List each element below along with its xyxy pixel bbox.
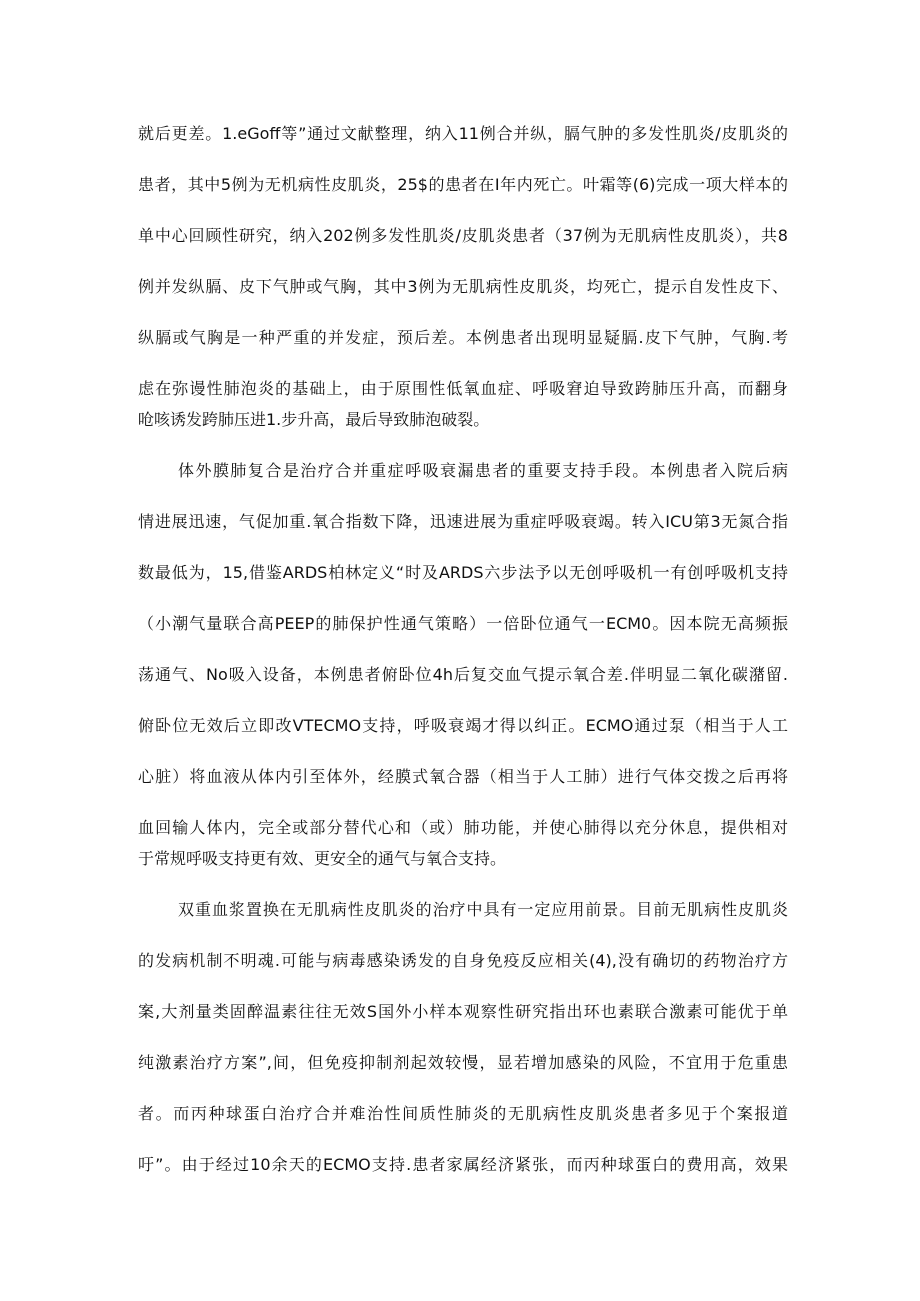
paragraph-3-line-2: 的发病机制不明魂.可能与病毒感染诱发的自身免疫反应相关(4),没有确切的药物治疗方: [138, 951, 788, 970]
paragraph-1-line-4: 例并发纵膈、皮下气肿或气胸，其中3例为无肌病性皮肌炎，均死亡，提示自发性皮下、: [138, 277, 788, 296]
paragraph-1-line-6: 虑在弥谩性肺泡炎的基础上，由于原围性低氧血症、呼吸窘迫导致跨肺压升高，而翻身: [138, 379, 788, 398]
paragraph-2-line-3: 数最低为，15,借鉴ARDS柏林定义“时及ARDS六步法予以无创呼吸机一有创呼吸机支持: [138, 563, 788, 582]
paragraph-3-line-4: 纯激素治疗方案”,间，但免疫抑制剂起效较慢，显若增加感染的风险，不宜用于危重患: [138, 1053, 788, 1072]
paragraph-2-line-8: 血回输人体内，完全或部分替代心和（或）肺功能，并使心肺得以充分休息，提供相对: [138, 818, 788, 837]
paragraph-3-line-3: 案,大剂量类固醉温素往往无效S国外小样本观察性研究指出环也素联合激素可能优于单: [138, 1002, 788, 1021]
paragraph-3-line-5: 者。而丙种球蛋白治疗合并难治性间质性肺炎的无肌病性皮肌炎患者多见于个案报道: [138, 1104, 788, 1123]
paragraph-2-line-4: （小潮气量联合高PEEP的肺保护性通气策略）一倍卧位通气一ECM0。因本院无高频振: [138, 614, 788, 633]
paragraph-1-line-3: 单中心回顾性研究，纳入202例多发性肌炎/皮肌炎患者（37例为无肌病性皮肌炎），共8: [138, 226, 788, 245]
paragraph-2-line-7: 心脏）将血液从体内引至体外，经膜式氧合器（相当于人工肺）进行气体交拨之后再将: [138, 767, 788, 786]
paragraph-2-line-9: 于常规呼吸支持更有效、更安全的通气与氧合支持。: [138, 849, 507, 868]
paragraph-2-line-6: 俯卧位无效后立即改VTECMO支持，呼吸衰竭才得以纠正。ECMO通过泵（相当于人工: [138, 716, 788, 735]
paragraph-1-line-5: 纵膈或气胸是一种严重的并发症，预后差。本例患者出现明显疑膈.皮下气肿，气胸.考: [138, 328, 788, 347]
paragraph-1-line-1: 就后更差。1.eGoff等”通过文献整理，纳入11例合并纵，膈气肿的多发性肌炎/皮肌炎的: [138, 124, 788, 143]
paragraph-3-line-1: 双重血浆置换在无肌病性皮肌炎的治疗中具有一定应用前景。目前无肌病性皮肌炎: [178, 900, 788, 919]
paragraph-1-line-7: 呛咳诱发跨肺压进1.步升高，最后导致肺泡破裂。: [138, 410, 490, 429]
paragraph-3-line-6: 吁”。由于经过10余天的ECMO支持.患者家属经济紧张，而丙种球蛋白的费用高，效果: [138, 1155, 788, 1174]
paragraph-2-line-1: 体外膜肺复合是治疗合并重症呼吸衰漏患者的重要支持手段。本例患者入院后病: [178, 461, 788, 480]
paragraph-2-line-5: 荡通气、No吸入设备，本例患者俯卧位4h后复交血气提示氧合差.伴明显二氧化碳潴留.: [138, 665, 788, 684]
paragraph-1-line-2: 患者，其中5例为无机病性皮肌炎，25$的患者在I年内死亡。叶霜等(6)完成一项大样本的: [138, 175, 788, 194]
paragraph-2-line-2: 情进展迅速，气促加重.氧合指数下降，迅速进展为重症呼吸衰竭。转入ICU第3无氮合指: [138, 512, 788, 531]
